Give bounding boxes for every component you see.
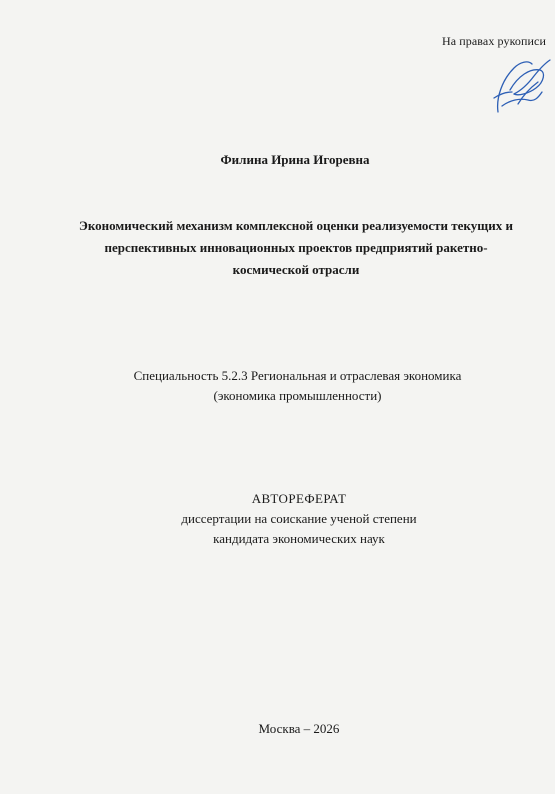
city-year: Москва – 2026: [258, 721, 340, 736]
dissertation-title: [40, 215, 552, 281]
title-line: Экономический механизм комплексной оценки реализуемости текущих и: [79, 218, 513, 233]
abstract-line: диссертации на соискание ученой степени: [181, 511, 417, 526]
specialty-block: [90, 366, 505, 406]
rights-note: На правах рукописи: [441, 34, 546, 48]
title-line: космической отрасли: [232, 262, 360, 277]
author-name: Филина Ирина Игоревна: [220, 152, 370, 167]
abstract-block: [100, 489, 498, 549]
title-line: перспективных инновационных проектов предприятий ракетно-: [104, 240, 488, 255]
handwritten-signature: [488, 54, 554, 118]
abstract-label: АВТОРЕФЕРАТ: [251, 491, 347, 506]
specialty-subline: (экономика промышленности): [213, 388, 382, 403]
abstract-line: кандидата экономических наук: [213, 531, 385, 546]
specialty-line: Специальность 5.2.3 Региональная и отраслевая экономика: [133, 368, 462, 383]
